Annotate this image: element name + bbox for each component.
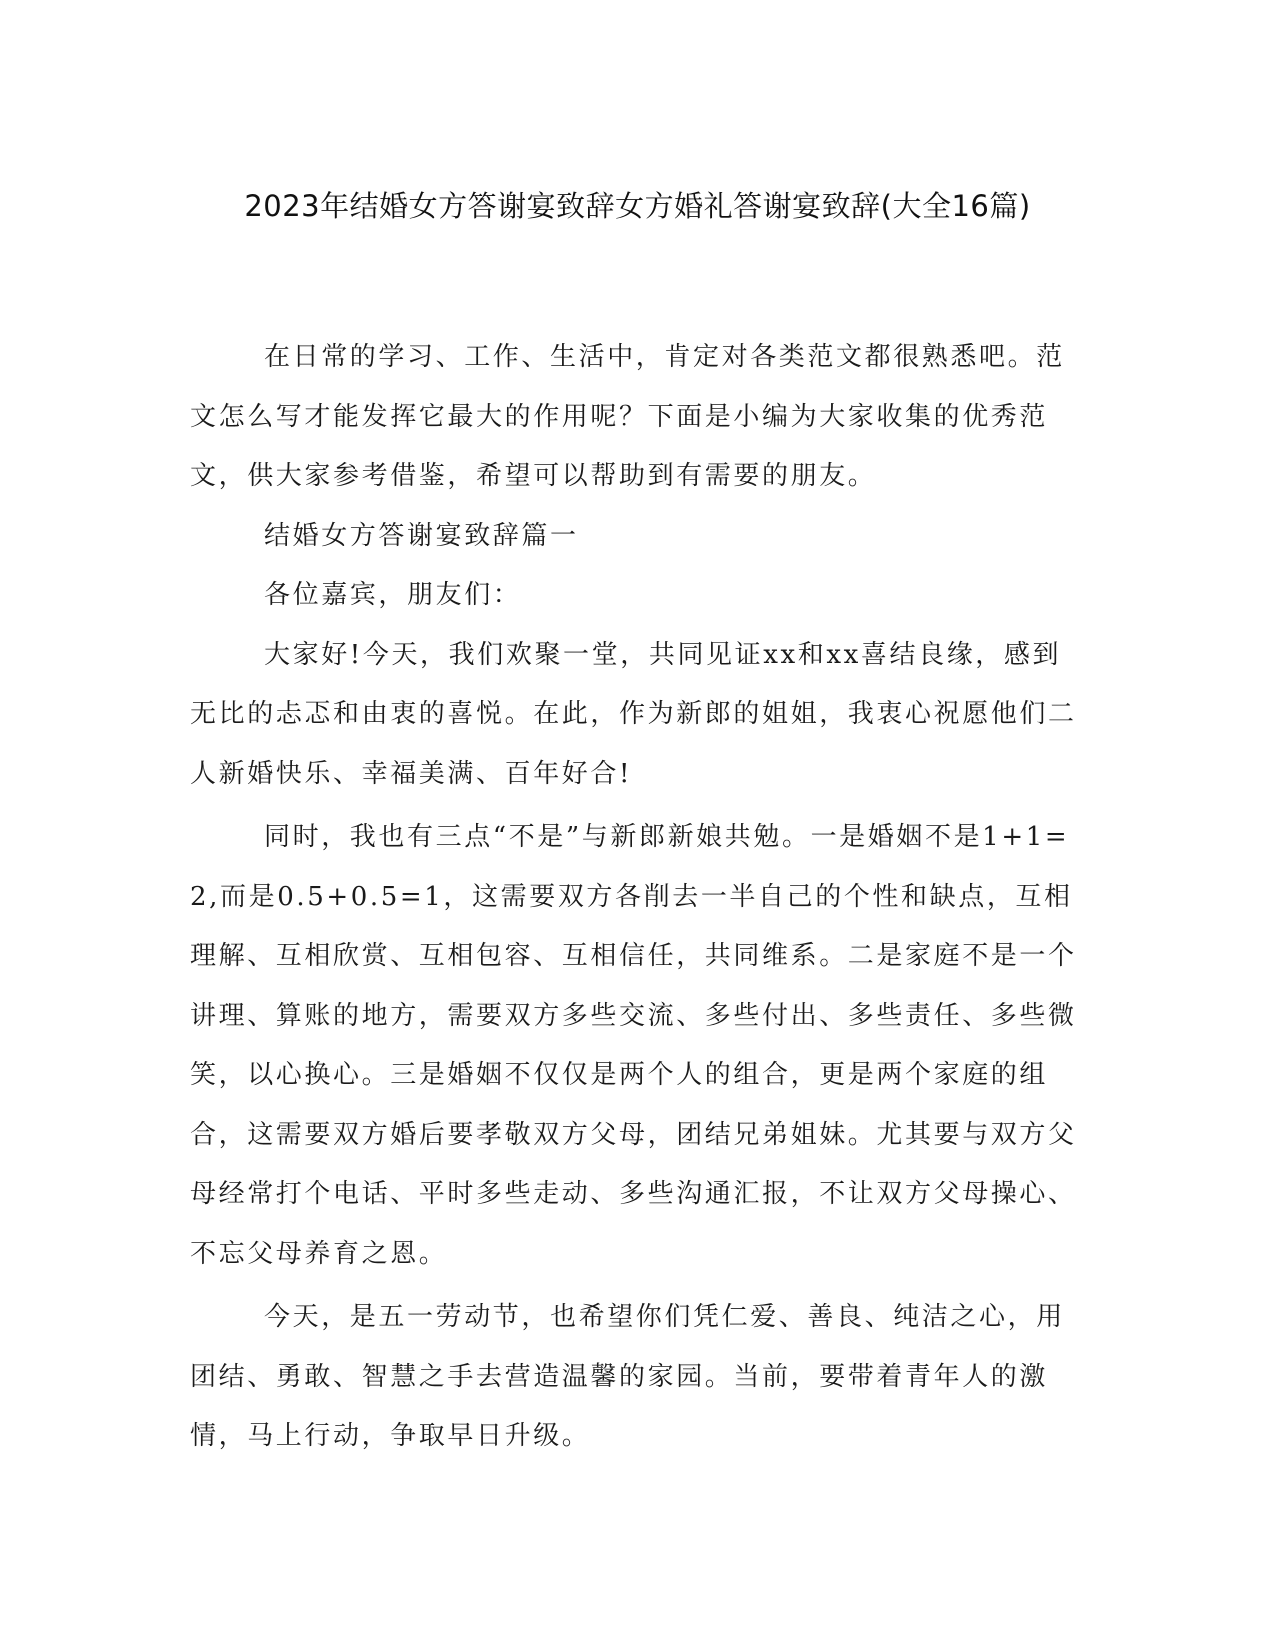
speech-paragraph: 今天，是五一劳动节，也希望你们凭仁爱、善良、纯洁之心，用团结、勇敢、智慧之手去营造温馨的家园。当前，要带着青年人的激情，马上行动，争取早日升级。: [190, 1302, 1065, 1451]
intro-paragraph: 在日常的学习、工作、生活中，肯定对各类范文都很熟悉吧。范文怎么写才能发挥它最大的作用呢？下面是小编为大家收集的优秀范文，供大家参考借鉴，希望可以帮助到有需要的朋友。: [190, 342, 1065, 491]
speech-paragraph: 同时，我也有三点“不是”与新郎新娘共勉。一是婚姻不是1+1=2,而是0.5+0.5=1，这需要双方各削去一半自己的个性和缺点，互相理解、互相欣赏、互相包容、互相信任，共同维系。二是家庭不是一个讲理、算账的地方，需要双方多些交流、多些付出、多些责任、多些微笑，以心换心。三是婚姻不仅仅是两个人的组合，更是两个家庭的组合，这需要双方婚后要孝敬双方父母，团结兄弟姐妹。尤其要与双方父母经常打个电话、平时多些走动、多些沟通汇报，不让双方父母操心、不忘父母养育之恩。: [190, 822, 1077, 1269]
section-heading: 结婚女方答谢宴致辞篇一: [264, 520, 579, 551]
speech-paragraph: 大家好!今天，我们欢聚一堂，共同见证xx和xx喜结良缘，感到无比的忐忑和由衷的喜悦。在此，作为新郎的姐姐，我衷心祝愿他们二人新婚快乐、幸福美满、百年好合!: [190, 639, 1077, 789]
document-body: [190, 328, 1085, 1467]
document-title: 2023年结婚女方答谢宴致辞女方婚礼答谢宴致辞(大全16篇): [244, 189, 1031, 223]
salutation: 各位嘉宾，朋友们：: [264, 580, 522, 610]
